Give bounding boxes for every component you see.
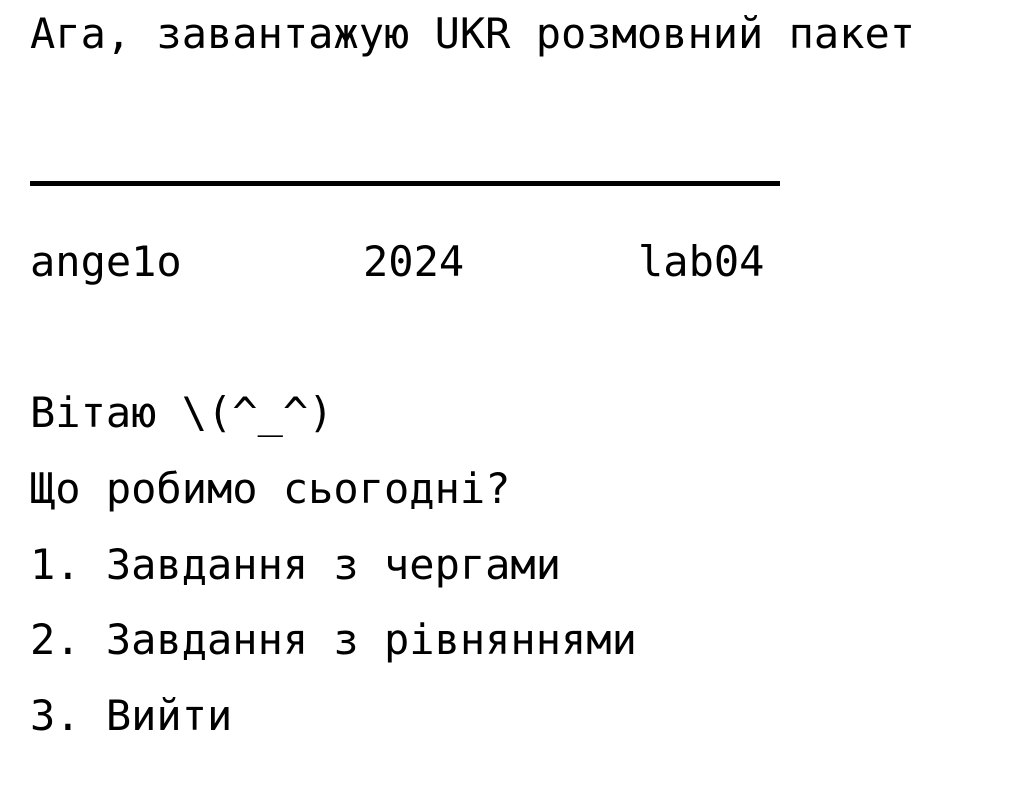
year-label: 2024 [363, 237, 465, 286]
lab-label: lab04 [638, 237, 765, 286]
menu-option-equations[interactable]: 2. Завдання з рівняннями [30, 615, 637, 664]
loading-status-text: Ага, завантажую UKR розмовний пакет [30, 9, 916, 58]
menu-option-exit[interactable]: 3. Вийти [30, 691, 233, 740]
author-name: ange1o [30, 237, 182, 286]
menu-option-queues[interactable]: 1. Завдання з чергами [30, 540, 562, 589]
greeting-text: Вітаю \(^_^) [30, 388, 334, 437]
menu-prompt: Що робимо сьогодні? [30, 464, 511, 513]
header-divider [30, 181, 780, 186]
